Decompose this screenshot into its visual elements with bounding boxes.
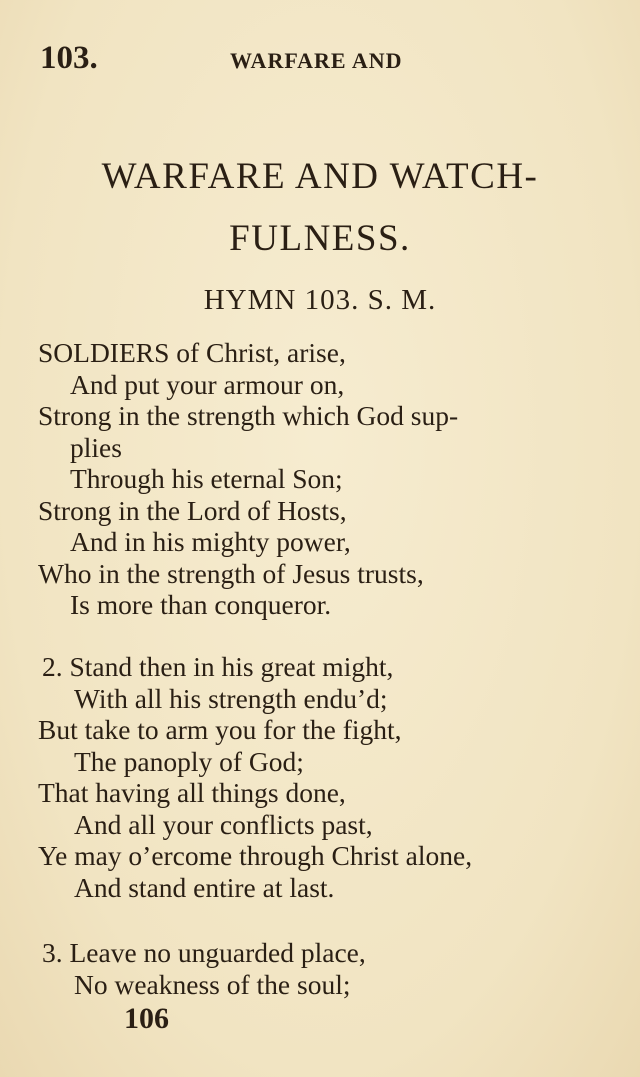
verse-line: The panoply of God;: [74, 745, 304, 777]
verse-line: Is more than conqueror.: [70, 589, 332, 620]
verse-line: Through his eternal Son;: [70, 463, 343, 494]
section-title-line: FULNESS.: [229, 218, 411, 259]
verse-line: No weakness of the soul;: [74, 968, 351, 1000]
verse-line: 2. Stand then in his great might,: [42, 651, 394, 682]
verse-line: That having all things done,: [38, 777, 346, 808]
section-title: [0, 146, 640, 270]
verse-line: Strong in the strength which God sup-: [38, 400, 459, 431]
verse-line: And in his mighty power,: [70, 526, 351, 557]
stanza-1: [38, 337, 618, 621]
verse-line: Strong in the Lord of Hosts,: [38, 494, 347, 526]
footer-page-number: 106: [124, 1002, 169, 1035]
verse-line: But take to arm you for the fight,: [38, 714, 402, 745]
verse-line: Who in the strength of Jesus trusts,: [38, 557, 424, 589]
section-title-line: WARFARE AND WATCH-: [101, 156, 539, 197]
verse-line: 3. Leave no unguarded place,: [42, 937, 366, 968]
page-number: 103.: [40, 40, 98, 76]
verse-line: And all your conflicts past,: [74, 808, 373, 840]
verse-line: With all his strength endu’d;: [74, 682, 388, 714]
verse-line: SOLDIERS of Christ, arise,: [38, 337, 346, 368]
verse-line: And stand entire at last.: [74, 871, 335, 903]
verse-line: Ye may o’ercome through Christ alone,: [38, 840, 473, 871]
verse-line: And put your armour on,: [70, 368, 345, 400]
running-head: [40, 40, 600, 80]
verse-line: plies: [70, 431, 122, 463]
hymn-heading: HYMN 103. S. M.: [203, 284, 437, 316]
stanza-2: [38, 651, 618, 903]
stanza-3: [38, 937, 618, 1000]
running-head-title: WARFARE AND: [230, 48, 403, 73]
